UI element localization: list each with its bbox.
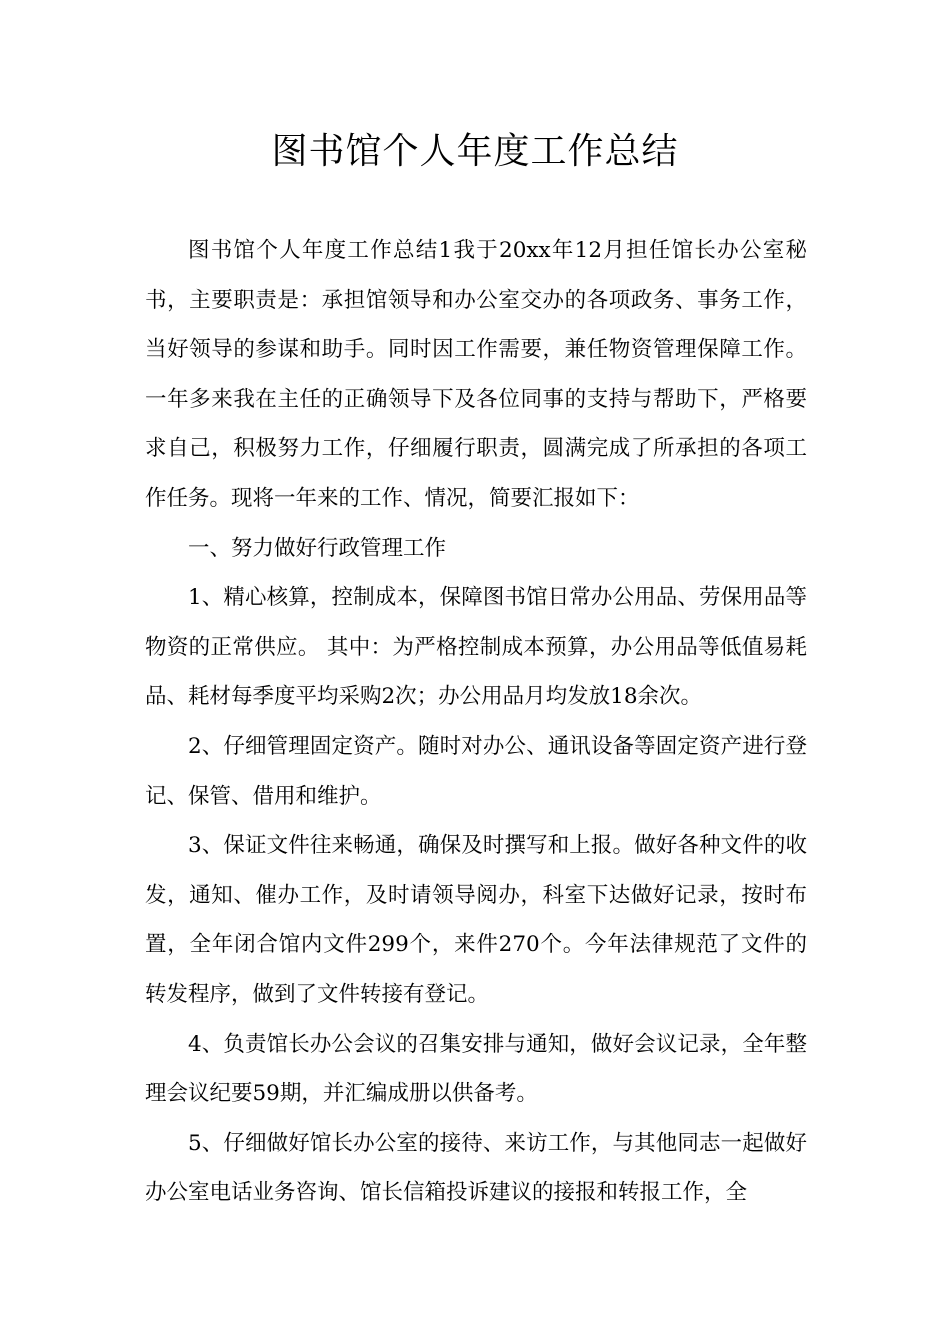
paragraph-intro: 图书馆个人年度工作总结1我于20xx年12月担任馆长办公室秘书，主要职责是：承担馆领导和办公室交办的各项政务、事务工作，当好领导的参谋和助手。同时因工作需要，兼任物资管理保障工作。一年多来我在主任的正确领导下及各位同事的支持与帮助下，严格要求自己，积极努力工作，仔细履行职责，圆满完成了所承担的各项工作任务。现将一年来的工作、情况，简要汇报如下：: [145, 238, 807, 511]
paragraph-item-1: 1、精心核算，控制成本，保障图书馆日常办公用品、劳保用品等物资的正常供应。 其中：为严格控制成本预算，办公用品等低值易耗品、耗材每季度平均采购2次；办公用品月均发放18余次。: [145, 585, 807, 710]
paragraph-item-2: 2、仔细管理固定资产。随时对办公、通讯设备等固定资产进行登记、保管、借用和维护。: [145, 733, 807, 809]
document-body: [145, 226, 807, 1218]
document-title: 图书馆个人年度工作总结: [271, 131, 679, 172]
paragraph-item-4: 4、负责馆长办公会议的召集安排与通知，做好会议记录，全年整理会议纪要59期，并汇编成册以供备考。: [145, 1031, 807, 1107]
paragraph-item-3: 3、保证文件往来畅通，确保及时撰写和上报。做好各种文件的收发，通知、催办工作，及时请领导阅办，科室下达做好记录，按时布置，全年闭合馆内文件299个，来件270个。今年法律规范了文件的转发程序，做到了文件转接有登记。: [145, 833, 807, 1007]
section-heading: 一、努力做好行政管理工作: [188, 535, 447, 561]
paragraph-item-5: 5、仔细做好馆长办公室的接待、来访工作，与其他同志一起做好办公室电话业务咨询、馆长信箱投诉建议的接报和转报工作，全: [145, 1130, 807, 1206]
